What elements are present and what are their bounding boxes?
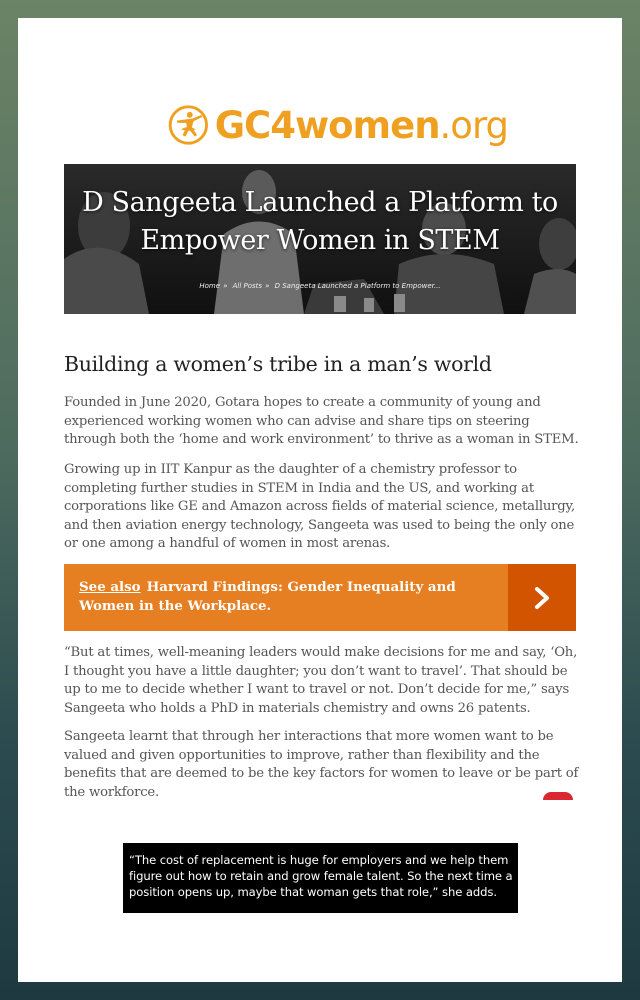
see-also-text bbox=[64, 564, 504, 631]
hero-title-line1: D Sangeeta Launched a Platform to bbox=[82, 187, 558, 218]
logo-suffix: .org bbox=[439, 103, 508, 147]
dancer-logo-icon bbox=[168, 97, 209, 153]
see-also-link[interactable]: Harvard Findings: Gender Inequality and Women in the Workplace. bbox=[79, 579, 456, 614]
paragraph-background: Growing up in IIT Kanpur as the daughter of a chemistry professor to completing further studies in STEM in India and the US, and working at corporations like GE and Amazon across fields of material science, metallurgy, and then aviation energy technology, Sangeeta was used to being the only one or one among a handful of women in most arenas. bbox=[64, 462, 576, 551]
floating-action-badge[interactable] bbox=[543, 792, 573, 800]
paragraph-quote-decisions: “But at times, well-meaning leaders would make decisions for me and say, ‘Oh, I thought you have a little daughter; you don’t want to travel’. That should be up to me to decide whether I want to travel or not. Don’t decide for me,” says Sangeeta who holds a PhD in materials chemistry and owns 26 patents. bbox=[64, 645, 578, 716]
breadcrumb-home[interactable]: Home bbox=[199, 282, 221, 290]
hero-title-line2: Empower Women in STEM bbox=[140, 225, 500, 256]
pull-quote: “The cost of replacement is huge for employers and we help them figure out how to retain and grow female talent. So the next time a position opens up, maybe that woman gets that role,” she adds. bbox=[123, 843, 518, 913]
section-heading: Building a women’s tribe in a man’s world bbox=[64, 352, 492, 376]
logo-wordmark bbox=[214, 103, 508, 147]
content-card bbox=[18, 18, 622, 982]
breadcrumb-current: D Sangeeta Launched a Platform to Empower... bbox=[274, 282, 441, 290]
paragraph-founding: Founded in June 2020, Gotara hopes to create a community of young and experienced working women who can advise and share tips on steering through both the ‘home and work environment’ to thrive as a woman in STEM. bbox=[64, 395, 579, 447]
hero-title bbox=[64, 184, 576, 260]
see-also-label[interactable]: See also bbox=[79, 579, 141, 595]
breadcrumb-all-posts[interactable]: All Posts bbox=[232, 282, 263, 290]
paragraph-learnings: Sangeeta learnt that through her interactions that more women want to be valued and given opportunities to improve, rather than flexibility and the benefits that are deemed to be the key factors for women to leave or be part of the workforce. bbox=[64, 729, 579, 800]
see-also-box[interactable] bbox=[64, 564, 576, 631]
chevron-right-icon bbox=[533, 587, 551, 609]
breadcrumb: Home » All Posts » D Sangeeta Launched a Platform to Empower... bbox=[199, 282, 441, 290]
see-also-arrow-button[interactable] bbox=[508, 564, 576, 631]
logo-name: GC4women bbox=[214, 103, 440, 147]
site-logo[interactable] bbox=[168, 94, 508, 156]
hero-banner bbox=[64, 164, 576, 314]
